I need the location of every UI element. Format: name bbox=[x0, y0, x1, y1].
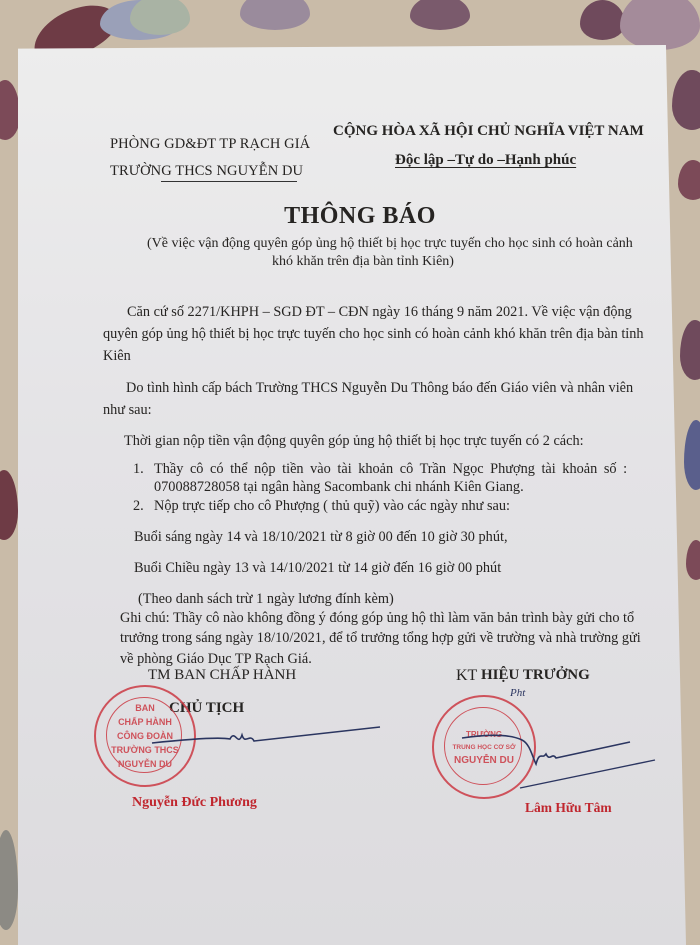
legal-basis-line-3: Kiên bbox=[103, 348, 131, 364]
legal-basis-line-2: quyên góp ủng hộ thiết bị học trực tuyến cho học sinh có hoàn cảnh khó khăn trên địa bàn tỉnh bbox=[103, 326, 644, 342]
list-item-1-line-1: Thầy cô có thể nộp tiền vào tài khoản cô Trần Ngọc Phượng tài khoản số : bbox=[154, 461, 628, 477]
handwritten-initials: Pht bbox=[510, 687, 526, 699]
school-name-underline bbox=[161, 181, 297, 182]
country-name: CỘNG HÒA XÃ HỘI CHỦ NGHĨA VIỆT NAM bbox=[333, 123, 644, 139]
list-item-2-number: 2. bbox=[133, 498, 144, 514]
document-title: THÔNG BÁO bbox=[284, 203, 436, 229]
payment-methods-intro: Thời gian nộp tiền vận động quyên góp ủng hộ thiết bị học trực tuyến có 2 cách: bbox=[124, 433, 584, 449]
right-signatory-name: Lâm Hữu Tâm bbox=[525, 800, 612, 815]
stamp-line: TRƯỜNG THCS bbox=[111, 745, 179, 755]
context-line-1: Do tình hình cấp bách Trường THCS Nguyễn Du Thông báo đến Giáo viên và nhân viên bbox=[126, 380, 634, 396]
right-signatory-title: HIỆU TRƯỞNG bbox=[481, 667, 590, 683]
department-name: PHÒNG GD&ĐT TP RẠCH GIÁ bbox=[110, 136, 311, 152]
stamp-line: CHẤP HÀNH bbox=[118, 717, 172, 727]
national-motto: Độc lập –Tự do –Hạnh phúc bbox=[395, 152, 577, 168]
note-line-2: trưởng trong sáng ngày 18/10/2021, để tổ trưởng tổng hợp gửi về trường và nhà trường gửi bbox=[120, 630, 641, 646]
subtitle-line-2: khó khăn trên địa bàn tỉnh Kiên) bbox=[272, 254, 454, 269]
afternoon-schedule: Buổi Chiều ngày 13 và 14/10/2021 từ 14 giờ đến 16 giờ 00 phút bbox=[134, 560, 502, 576]
stamp-line: BAN bbox=[135, 703, 155, 713]
stamp-line: TRUNG HỌC CƠ SỞ bbox=[452, 743, 516, 751]
school-name: TRƯỜNG THCS NGUYỄN DU bbox=[110, 163, 304, 179]
bank-account-details: 070088728058 tại ngân hàng Sacombank chi nhánh Kiên Giang. bbox=[154, 479, 524, 495]
stamp-line: NGUYỄN DU bbox=[117, 759, 172, 769]
right-signature bbox=[460, 730, 660, 790]
legal-basis-line-1: Căn cứ số 2271/KHPH – SGD ĐT – CĐN ngày 16 tháng 9 năm 2021. Về việc vận động bbox=[127, 304, 632, 320]
list-item-1-number: 1. bbox=[133, 461, 144, 477]
acting-prefix: KT bbox=[456, 667, 478, 684]
note-line-1: Ghi chú: Thầy cô nào không đồng ý đóng góp ủng hộ thì làm văn bản trình bày gửi cho tổ bbox=[120, 610, 635, 626]
list-item-2-line-1: Nộp trực tiếp cho cô Phượng ( thủ quỹ) vào các ngày như sau: bbox=[154, 498, 510, 514]
note-line-3: về phòng Giáo Dục TP Rạch Giá. bbox=[120, 651, 312, 667]
context-line-2: như sau: bbox=[103, 402, 152, 418]
stamp-line: TRƯỜNG bbox=[465, 729, 503, 739]
left-signatory-title: CHỦ TỊCH bbox=[169, 700, 245, 716]
left-signatory-name: Nguyễn Đức Phương bbox=[132, 795, 257, 810]
left-signature bbox=[150, 725, 390, 755]
left-signatory-org: TM BAN CHẤP HÀNH bbox=[148, 667, 297, 683]
subtitle-line-1: (Về việc vận động quyên góp ủng hộ thiết bị học trực tuyến cho học sinh có hoàn cảnh bbox=[147, 236, 633, 251]
morning-schedule: Buổi sáng ngày 14 và 18/10/2021 từ 8 giờ 00 đến 10 giờ 30 phút, bbox=[134, 529, 508, 545]
attachment-note: (Theo danh sách trừ 1 ngày lương đính kèm) bbox=[138, 591, 394, 607]
stamp-line: NGUYỄN DU bbox=[453, 754, 514, 766]
stamp-line: CÔNG ĐOÀN bbox=[116, 731, 173, 741]
